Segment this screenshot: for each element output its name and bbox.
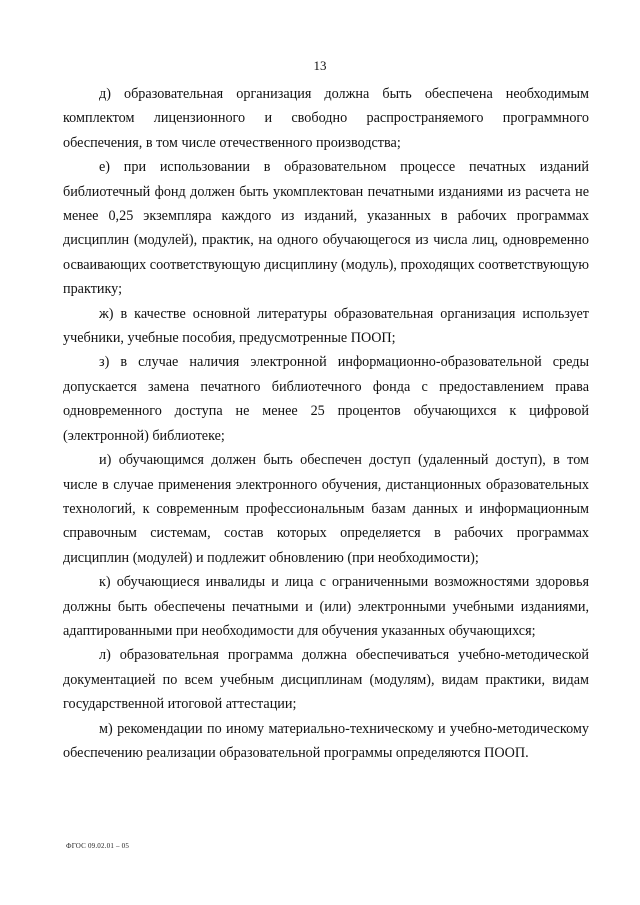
document-body — [63, 82, 589, 765]
document-code-footer: ФГОС 09.02.01 – 05 — [66, 842, 130, 850]
paragraph-d: д) образовательная организация должна быть обеспечена необходимым комплектом лицензионного и свободно распространяемого программного обеспечения, в том числе отечественного производства; — [63, 86, 589, 151]
paragraph-m: м) рекомендации по иному материально-техническому и учебно-методическому обеспечению реализации образовательной программы определяются ПООП. — [63, 720, 589, 761]
page-number: 13 — [313, 58, 327, 73]
paragraph-e: е) при использовании в образовательном процессе печатных изданий библиотечный фонд должен быть укомплектован печатными изданиями из расчета не менее 0,25 экземпляра каждого из изданий, указанных в рабочих программах дисциплин (модулей), практик, на одного обучающегося из числа лиц, одновременно осваивающих соответствующую дисциплину (модуль), проходящих соответствующую практику; — [63, 159, 589, 298]
paragraph-zh: ж) в качестве основной литературы образовательная организация использует учебники, учебные пособия, предусмотренные ПООП; — [63, 305, 589, 347]
paragraph-l: л) образовательная программа должна обеспечиваться учебно-методической документацией по всем учебным дисциплинам (модулям), видам практики, видам государственной итоговой аттестации; — [63, 647, 589, 713]
paragraph-i: и) обучающимся должен быть обеспечен доступ (удаленный доступ), в том числе в случае применения электронного обучения, дистанционных образовательных технологий, к современным профессиональным базам данных и информационным справочным системам, состав которых определяется в рабочих программах дисциплин (модулей) и подлежит обновлению (при необходимости); — [63, 452, 589, 566]
paragraph-k: к) обучающиеся инвалиды и лица с ограниченными возможностями здоровья должны быть обеспечены печатными и (или) электронными учебными изданиями, адаптированными при необходимости для обучения указанных обучающихся; — [63, 574, 589, 639]
paragraph-z: з) в случае наличия электронной информационно-образовательной среды допускается замена печатного библиотечного фонда с предоставлением права одновременного доступа не менее 25 процентов обучающихся к цифровой (электронной) библиотеке; — [63, 354, 589, 444]
